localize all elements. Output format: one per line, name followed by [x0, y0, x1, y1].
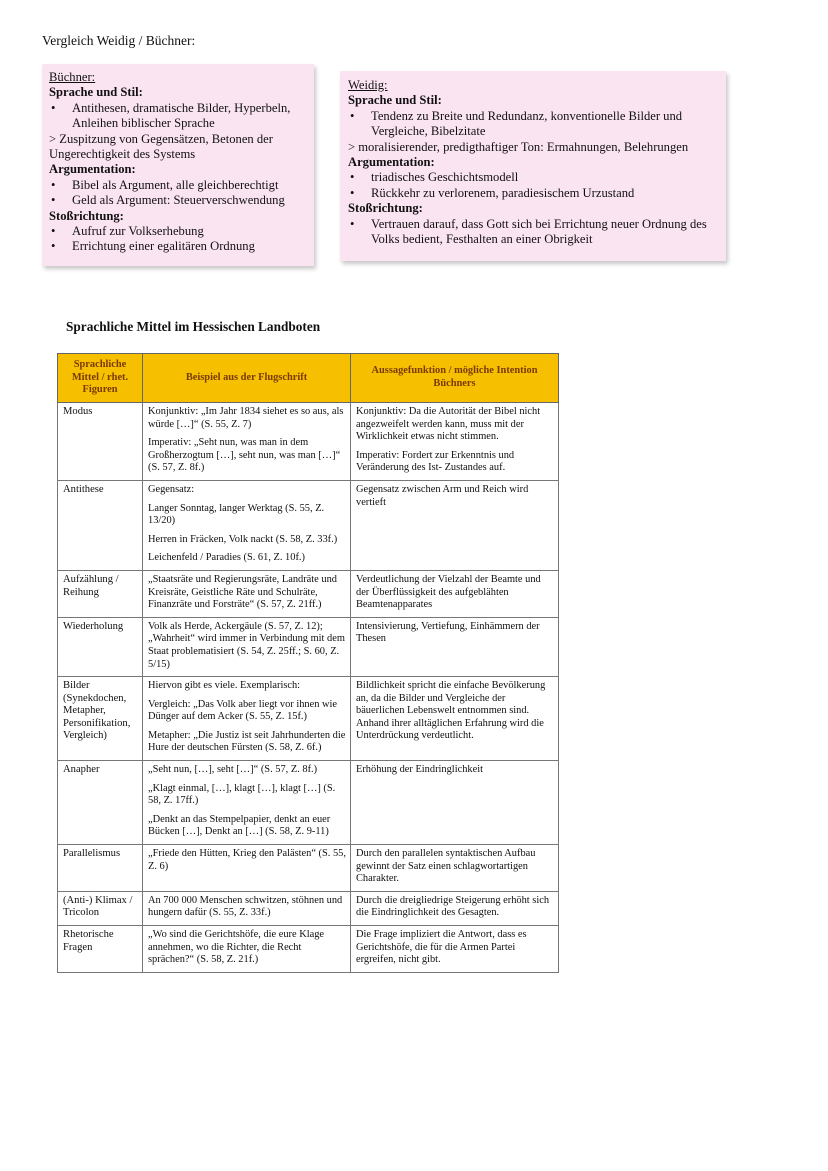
example-cell — [143, 677, 351, 761]
function-paragraph: Gegensatz zwischen Arm und Reich wird vertieft — [356, 483, 529, 508]
example-cell — [143, 617, 351, 676]
table-body — [58, 403, 559, 973]
example-paragraph: Leichenfeld / Paradies (S. 61, Z. 10f.) — [148, 552, 305, 564]
note-section-heading: Sprache und Stil: — [348, 93, 442, 108]
function-cell — [351, 403, 559, 481]
figure-cell: Aufzählung / Reihung — [58, 570, 143, 617]
table-row — [58, 845, 559, 892]
table-row — [58, 570, 559, 617]
note-bullet-item: • Antithesen, dramatische Bilder, Hyperbeln, Anleihen biblischer Sprache — [49, 101, 308, 132]
example-paragraph: „Staatsräte und Regierungsräte, Landräte und Kreisräte, Geistliche Räte und Schulräte, Finanzräte und Forsträte“ (S. 57, Z. 21ff.) — [148, 573, 337, 611]
weidig-note — [340, 71, 726, 261]
example-cell — [143, 926, 351, 973]
table-row — [58, 677, 559, 761]
rhetoric-table — [57, 353, 559, 973]
function-paragraph: Verdeutlichung der Vielzahl der Beamte und der Überflüssigkeit des aufgeblähten Beamtenapparates — [356, 573, 541, 611]
example-paragraph: „Klagt einmal, […], klagt […], klagt […] (S. 58, Z. 17ff.) — [148, 782, 336, 807]
figure-cell: Modus — [58, 403, 143, 481]
function-paragraph: Imperativ: Fordert zur Erkenntnis und Veränderung des Ist- Zustandes auf. — [356, 449, 515, 474]
function-paragraph: Die Frage impliziert die Antwort, dass es Gerichtshöfe, die für die Armen Partei ergreifen, nicht gibt. — [356, 929, 527, 966]
table-row — [58, 480, 559, 570]
function-paragraph: Konjunktiv: Da die Autorität der Bibel nicht angezweifelt werden kann, muss mit der Wirklichkeit etwas nicht stimmen. — [356, 406, 541, 443]
note-bullet-item: • Bibel als Argument, alle gleichberechtigt — [49, 178, 308, 193]
example-cell — [143, 403, 351, 481]
note-section-heading: Sprache und Stil: — [49, 85, 143, 100]
table-row — [58, 403, 559, 481]
example-paragraph: Vergleich: „Das Volk aber liegt vor ihnen wie Dünger auf dem Acker (S. 55, Z. 15f.) — [148, 698, 338, 723]
function-paragraph: Bildlichkeit spricht die einfache Bevölkerung an, da die Bilder und Vergleiche der bäuerlichen Lebenswelt entnommen sind. Anhand ihrer alltäglichen Erfahrung wird die Unterdrückung verdeutlicht. — [356, 680, 546, 742]
figure-cell: Parallelismus — [58, 845, 143, 892]
example-paragraph: Volk als Herde, Ackergäule (S. 57, Z. 12); „Wahrheit“ wird immer in Verbindung mit dem Staat problematisiert (S. 54, Z. 25ff.; S. 60, Z. 5/15) — [148, 620, 345, 670]
function-cell — [351, 617, 559, 676]
note-section-heading: Stoßrichtung: — [49, 208, 124, 223]
table-row — [58, 891, 559, 925]
note-bullet-item: • Aufruf zur Volkserhebung — [49, 224, 308, 239]
example-cell — [143, 891, 351, 925]
example-paragraph: „Wo sind die Gerichtshöfe, die eure Klage annehmen, wo die Richter, die Recht sprächen?“ (S. 58, Z. 21f.) — [148, 929, 325, 966]
function-cell — [351, 891, 559, 925]
note-section-heading: Stoßrichtung: — [348, 201, 423, 216]
example-paragraph: „Friede den Hütten, Krieg den Palästen“ (S. 55, Z. 6) — [148, 848, 346, 872]
table-header-row — [58, 354, 559, 403]
buechner-note — [42, 64, 314, 266]
figure-cell: Bilder (Synekdochen, Metapher, Personifikation, Vergleich) — [58, 677, 143, 761]
example-paragraph: Konjunktiv: „Im Jahr 1834 siehet es so aus, als würde […]“ (S. 55, Z. 7) — [148, 406, 344, 430]
table-row — [58, 926, 559, 973]
function-paragraph: Durch die dreigliedrige Steigerung erhöht sich die Eindringlichkeit des Gesagten. — [356, 894, 550, 919]
note-line: > moralisierender, predigthaftiger Ton: Ermahnungen, Belehrungen — [348, 139, 689, 154]
header-example: Beispiel aus der Flugschrift — [143, 354, 351, 403]
function-cell — [351, 677, 559, 761]
example-paragraph: Hiervon gibt es viele. Exemplarisch: — [148, 680, 301, 692]
header-function: Aussagefunktion / mögliche Intention Büchners — [351, 354, 559, 403]
example-paragraph: „Denkt an das Stempelpapier, denkt an euer Bücken […], Denkt an […] (S. 58, Z. 9-11) — [148, 813, 331, 838]
table-title: Sprachliche Mittel im Hessischen Landboten — [66, 319, 321, 334]
note-bullet-item: • Errichtung einer egalitären Ordnung — [49, 239, 308, 254]
example-paragraph: Herren in Fräcken, Volk nackt (S. 58, Z. 33f.) — [148, 533, 338, 545]
figure-cell: (Anti-) Klimax / Tricolon — [58, 891, 143, 925]
note-bullet-item: • triadisches Geschichtsmodell — [348, 170, 720, 185]
note-bullet-item: • Geld als Argument: Steuerverschwendung — [49, 193, 308, 208]
example-cell — [143, 570, 351, 617]
example-cell — [143, 480, 351, 570]
note-bullet-item: • Tendenz zu Breite und Redundanz, konventionelle Bilder und Vergleiche, Bibelzitate — [348, 109, 720, 140]
note-bullet-item: • Vertrauen darauf, dass Gott sich bei Errichtung neuer Ordnung des Volks bedient, Festhalten an einer Obrigkeit — [348, 217, 720, 248]
note-section-heading: Argumentation: — [49, 162, 136, 177]
note-section-heading: Argumentation: — [348, 155, 435, 170]
buechner-note-title: Büchner: — [49, 70, 96, 84]
function-cell — [351, 926, 559, 973]
figure-cell: Rhetorische Fragen — [58, 926, 143, 973]
header-figure: Sprachliche Mittel / rhet. Figuren — [58, 354, 143, 403]
table-row — [58, 617, 559, 676]
function-paragraph: Durch den parallelen syntaktischen Aufbau gewinnt der Satz einen schlagwortartigen Charakter. — [356, 848, 536, 885]
example-paragraph: Gegensatz: — [148, 483, 195, 495]
figure-cell: Wiederholung — [58, 617, 143, 676]
figure-cell: Anapher — [58, 761, 143, 845]
figure-cell: Antithese — [58, 480, 143, 570]
buechner-sections — [49, 85, 308, 254]
function-cell — [351, 845, 559, 892]
weidig-sections — [348, 93, 720, 247]
example-paragraph: Langer Sonntag, langer Werktag (S. 55, Z. 13/20) — [148, 502, 325, 527]
example-cell — [143, 761, 351, 845]
function-cell — [351, 480, 559, 570]
table-row — [58, 761, 559, 845]
example-paragraph: „Seht nun, […], seht […]“ (S. 57, Z. 8f.) — [148, 764, 318, 776]
page-title: Vergleich Weidig / Büchner: — [42, 33, 196, 48]
example-cell — [143, 845, 351, 892]
function-paragraph: Intensivierung, Vertiefung, Einhämmern der Thesen — [356, 620, 540, 645]
function-cell — [351, 761, 559, 845]
example-paragraph: An 700 000 Menschen schwitzen, stöhnen und hungern dafür (S. 55, Z. 33f.) — [148, 894, 343, 919]
note-bullet-item: • Rückkehr zu verlorenem, paradiesischem Urzustand — [348, 186, 720, 201]
function-paragraph: Erhöhung der Eindringlichkeit — [356, 764, 483, 776]
weidig-note-title: Weidig: — [348, 78, 388, 92]
note-line: > Zuspitzung von Gegensätzen, Betonen der Ungerechtigkeit des Systems — [49, 131, 273, 162]
example-paragraph: Imperativ: „Seht nun, was man in dem Großherzogtum […], seht nun, was man […]“ (S. 57, Z. 8f.) — [148, 437, 341, 474]
function-cell — [351, 570, 559, 617]
example-paragraph: Metapher: „Die Justiz ist seit Jahrhunderten die Hure der deutschen Fürsten (S. 58, Z. 6f.) — [148, 729, 346, 754]
